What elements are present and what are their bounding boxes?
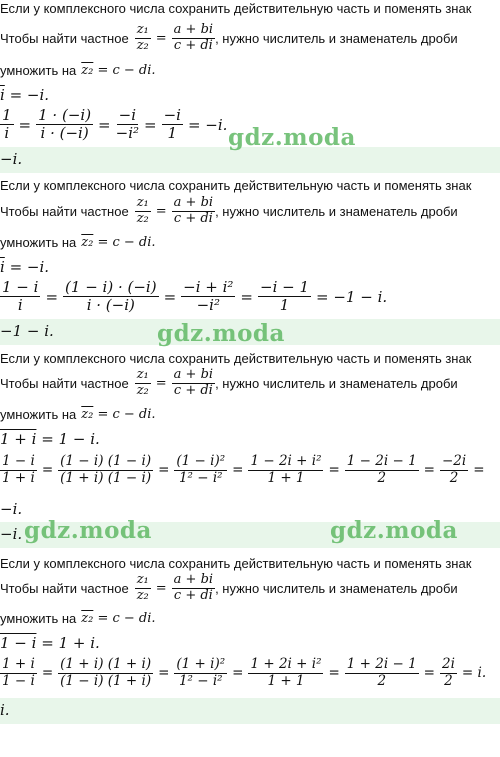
multiply-line (0, 407, 156, 422)
frac-num: −i (163, 106, 181, 124)
computation-line: $\frac{1 + i}{1 - i}$ = $\frac{(1 + i) (1 + i)}{(1 - i) (1 + i)}$ = $\frac{\text{(1 + i)²}}{\text{1² − i²}}$ = $\frac{\text{1 + 2i + i²}}{1 + 1}$ = $\frac{1 + 2i - 1}{2}$ = $\frac{2i}{2}$ = i. (2, 656, 487, 689)
quotient-lead: Чтобы найти частное (0, 30, 129, 46)
frac-den: −i² (196, 296, 220, 315)
frac-den: 1 − i (2, 672, 35, 689)
frac-num: a + bi (173, 572, 214, 587)
conj-z2: z₂ (81, 407, 94, 422)
multiply-line (0, 63, 156, 78)
frac-den: 1 (167, 124, 178, 143)
frac-den: 1 + 1 (267, 672, 305, 689)
conj-rhs: = −i. (9, 86, 50, 104)
quotient-lead: Чтобы найти частное (0, 580, 129, 596)
frac-num: a + bi (173, 195, 214, 210)
multiply-lead: умножить на (0, 63, 77, 78)
conj-rhs: = 1 − i. (41, 430, 100, 448)
frac-num: z₁ (136, 195, 149, 210)
rule-text: Если у комплексного числа сохранить действительную часть и поменять знак (0, 351, 472, 366)
conjugate-line (0, 634, 100, 652)
frac-num: −i − 1 (260, 278, 310, 296)
conj-base: 1 − i (0, 634, 37, 652)
frac-num: −i + i² (183, 278, 234, 296)
answer-text: i. (0, 701, 10, 719)
quotient-lead: Чтобы найти частное (0, 375, 129, 391)
frac-den: 2 (377, 672, 387, 689)
frac-den: 1 + 1 (267, 469, 305, 486)
rule-text: Если у комплексного числа сохранить действительную часть и поменять знак (0, 178, 472, 193)
frac-den: c + di (173, 37, 213, 53)
quotient-lead: Чтобы найти частное (0, 203, 129, 219)
watermark-logo: gdz.moda (330, 517, 458, 544)
frac-den: z₂ (136, 37, 149, 53)
wrapped-result: −i. (0, 500, 23, 518)
frac-num: 1 · (−i) (38, 106, 92, 124)
quotient-line: Чтобы найти частное $\frac{\text{z₁}}{\text{z₂}}$ = $\frac{a + bi}{c + di}$ , нужно числитель и знаменатель дроби (0, 367, 458, 398)
multiply-lead: умножить на (0, 611, 77, 626)
watermark-logo: gdz.moda (24, 517, 152, 544)
frac-den: i (4, 124, 10, 143)
frac-num: 1 − i (2, 278, 39, 296)
frac-num: −2i (441, 453, 467, 469)
answer-band-4 (0, 698, 500, 724)
frac-num: a + bi (173, 367, 214, 382)
frac-num: (1 + i)² (176, 656, 226, 672)
frac-num: (1 − i)² (176, 453, 226, 469)
frac-den: i · (−i) (86, 296, 135, 315)
frac-num: 1 − i (2, 453, 35, 469)
frac-num: (1 + i) (1 + i) (60, 656, 152, 672)
computation-line: $\frac{1 - i}{1 + i}$ = $\frac{(1 - i) (1 - i)}{(1 + i) (1 - i)}$ = $\frac{\text{(1 − i)²}}{\text{1² − i²}}$ = $\frac{\text{1 − 2i + i²}}{1 + 1}$ = $\frac{1 - 2i - 1}{2}$ = $\frac{-2i}{2}$ = (2, 453, 485, 486)
frac-num: z₁ (136, 572, 149, 587)
conj-z2-value: = c − di. (97, 611, 156, 626)
frac-den: 1 (279, 296, 290, 315)
frac-den: c + di (173, 587, 213, 603)
frac-den: 1² − i² (178, 672, 223, 689)
watermark-logo: gdz.moda (228, 124, 356, 151)
quotient-line: Чтобы найти частное $\frac{\text{z₁}}{\text{z₂}}$ = $\frac{a + bi}{c + di}$ , нужно числитель и знаменатель дроби (0, 572, 458, 603)
frac-num: 1 − 2i + i² (250, 453, 322, 469)
rule-text: Если у комплексного числа сохранить действительную часть и поменять знак (0, 556, 472, 571)
frac-den: 1² − i² (178, 469, 223, 486)
final-tail: = −i. (187, 115, 228, 134)
computation-line: $\frac{1}{i}$ = $\frac{1 \cdot (-i)}{i \cdot (-i)}$ = $\frac{-i}{\text{−i²}}$ = $\frac{-i}{1}$ = −i. (2, 106, 228, 143)
frac-num: 1 (2, 106, 12, 124)
conj-base: 1 + i (0, 430, 37, 448)
quotient-tail: , нужно числитель и знаменатель дроби (215, 30, 458, 46)
frac-num: 1 + 2i − 1 (346, 656, 417, 672)
quotient-line: Чтобы найти частное $\frac{\text{z₁}}{\text{z₂}}$ = $\frac{a + bi}{c + di}$ , нужно числитель и знаменатель дроби (0, 195, 458, 226)
frac-den: c + di (173, 210, 213, 226)
frac-num: 1 + 2i + i² (250, 656, 322, 672)
multiply-line (0, 235, 156, 250)
quotient-line: Чтобы найти частное $\frac{\text{z₁}}{\text{z₂}}$ = $\frac{a + bi}{c + di}$ , нужно числитель и знаменатель дроби (0, 22, 458, 53)
frac-den: i (17, 296, 23, 315)
frac-num: 1 − 2i − 1 (346, 453, 417, 469)
frac-den: 1 + i (2, 469, 35, 486)
frac-den: z₂ (136, 587, 149, 603)
frac-den: c + di (173, 382, 213, 398)
final-tail: = (473, 462, 485, 479)
frac-den: 2 (444, 672, 453, 689)
conj-z2-value: = c − di. (97, 235, 156, 250)
multiply-line (0, 611, 156, 626)
conj-z2: z₂ (81, 235, 94, 250)
conj-z2-value: = c − di. (97, 407, 156, 422)
frac-num: 2i (441, 656, 455, 672)
answer-text: −i. (0, 150, 23, 168)
quotient-tail: , нужно числитель и знаменатель дроби (215, 203, 458, 219)
frac-num: (1 − i) · (−i) (65, 278, 157, 296)
final-tail: = −1 − i. (316, 287, 388, 306)
quotient-tail: , нужно числитель и знаменатель дроби (215, 580, 458, 596)
conjugate-line (0, 86, 49, 104)
conj-base: $\overline{i}$ (0, 86, 5, 104)
frac-num: z₁ (136, 367, 149, 382)
watermark-logo: gdz.moda (157, 320, 285, 347)
conj-rhs: = −i. (9, 258, 50, 276)
conj-z2-value: = c − di. (97, 63, 156, 78)
conj-z2: z₂ (81, 611, 94, 626)
conj-rhs: = 1 + i. (41, 634, 100, 652)
conj-base: $\overline{i}$ (0, 258, 5, 276)
computation-line: $\frac{1 - i}{i}$ = $\frac{(1 - i) \cdot (-i)}{i \cdot (-i)}$ = $\frac{\text{−i + i²}}{\text{−i²}}$ = $\frac{-i - 1}{1}$ = −1 − i. (2, 278, 388, 315)
conjugate-line (0, 258, 49, 276)
rule-text: Если у комплексного числа сохранить действительную часть и поменять знак (0, 1, 472, 16)
frac-den: −i² (115, 124, 140, 143)
conj-z2: z₂ (81, 63, 94, 78)
frac-num: a + bi (173, 22, 214, 37)
frac-num: 1 + i (2, 656, 35, 672)
answer-text: −1 − i. (0, 322, 54, 340)
answer-text: −i. (0, 525, 23, 543)
conjugate-line (0, 430, 100, 448)
frac-num: −i (118, 106, 136, 124)
multiply-lead: умножить на (0, 235, 77, 250)
frac-den: i · (−i) (40, 124, 89, 143)
frac-den: z₂ (136, 210, 149, 226)
frac-num: z₁ (136, 22, 149, 37)
frac-den: 2 (449, 469, 459, 486)
frac-den: z₂ (136, 382, 149, 398)
multiply-lead: умножить на (0, 407, 77, 422)
quotient-tail: , нужно числитель и знаменатель дроби (215, 375, 458, 391)
frac-den: 2 (377, 469, 387, 486)
final-tail: = i. (461, 665, 487, 682)
frac-num: (1 − i) (1 − i) (60, 453, 152, 469)
frac-den: (1 + i) (1 − i) (60, 469, 152, 486)
frac-den: (1 − i) (1 + i) (60, 672, 152, 689)
